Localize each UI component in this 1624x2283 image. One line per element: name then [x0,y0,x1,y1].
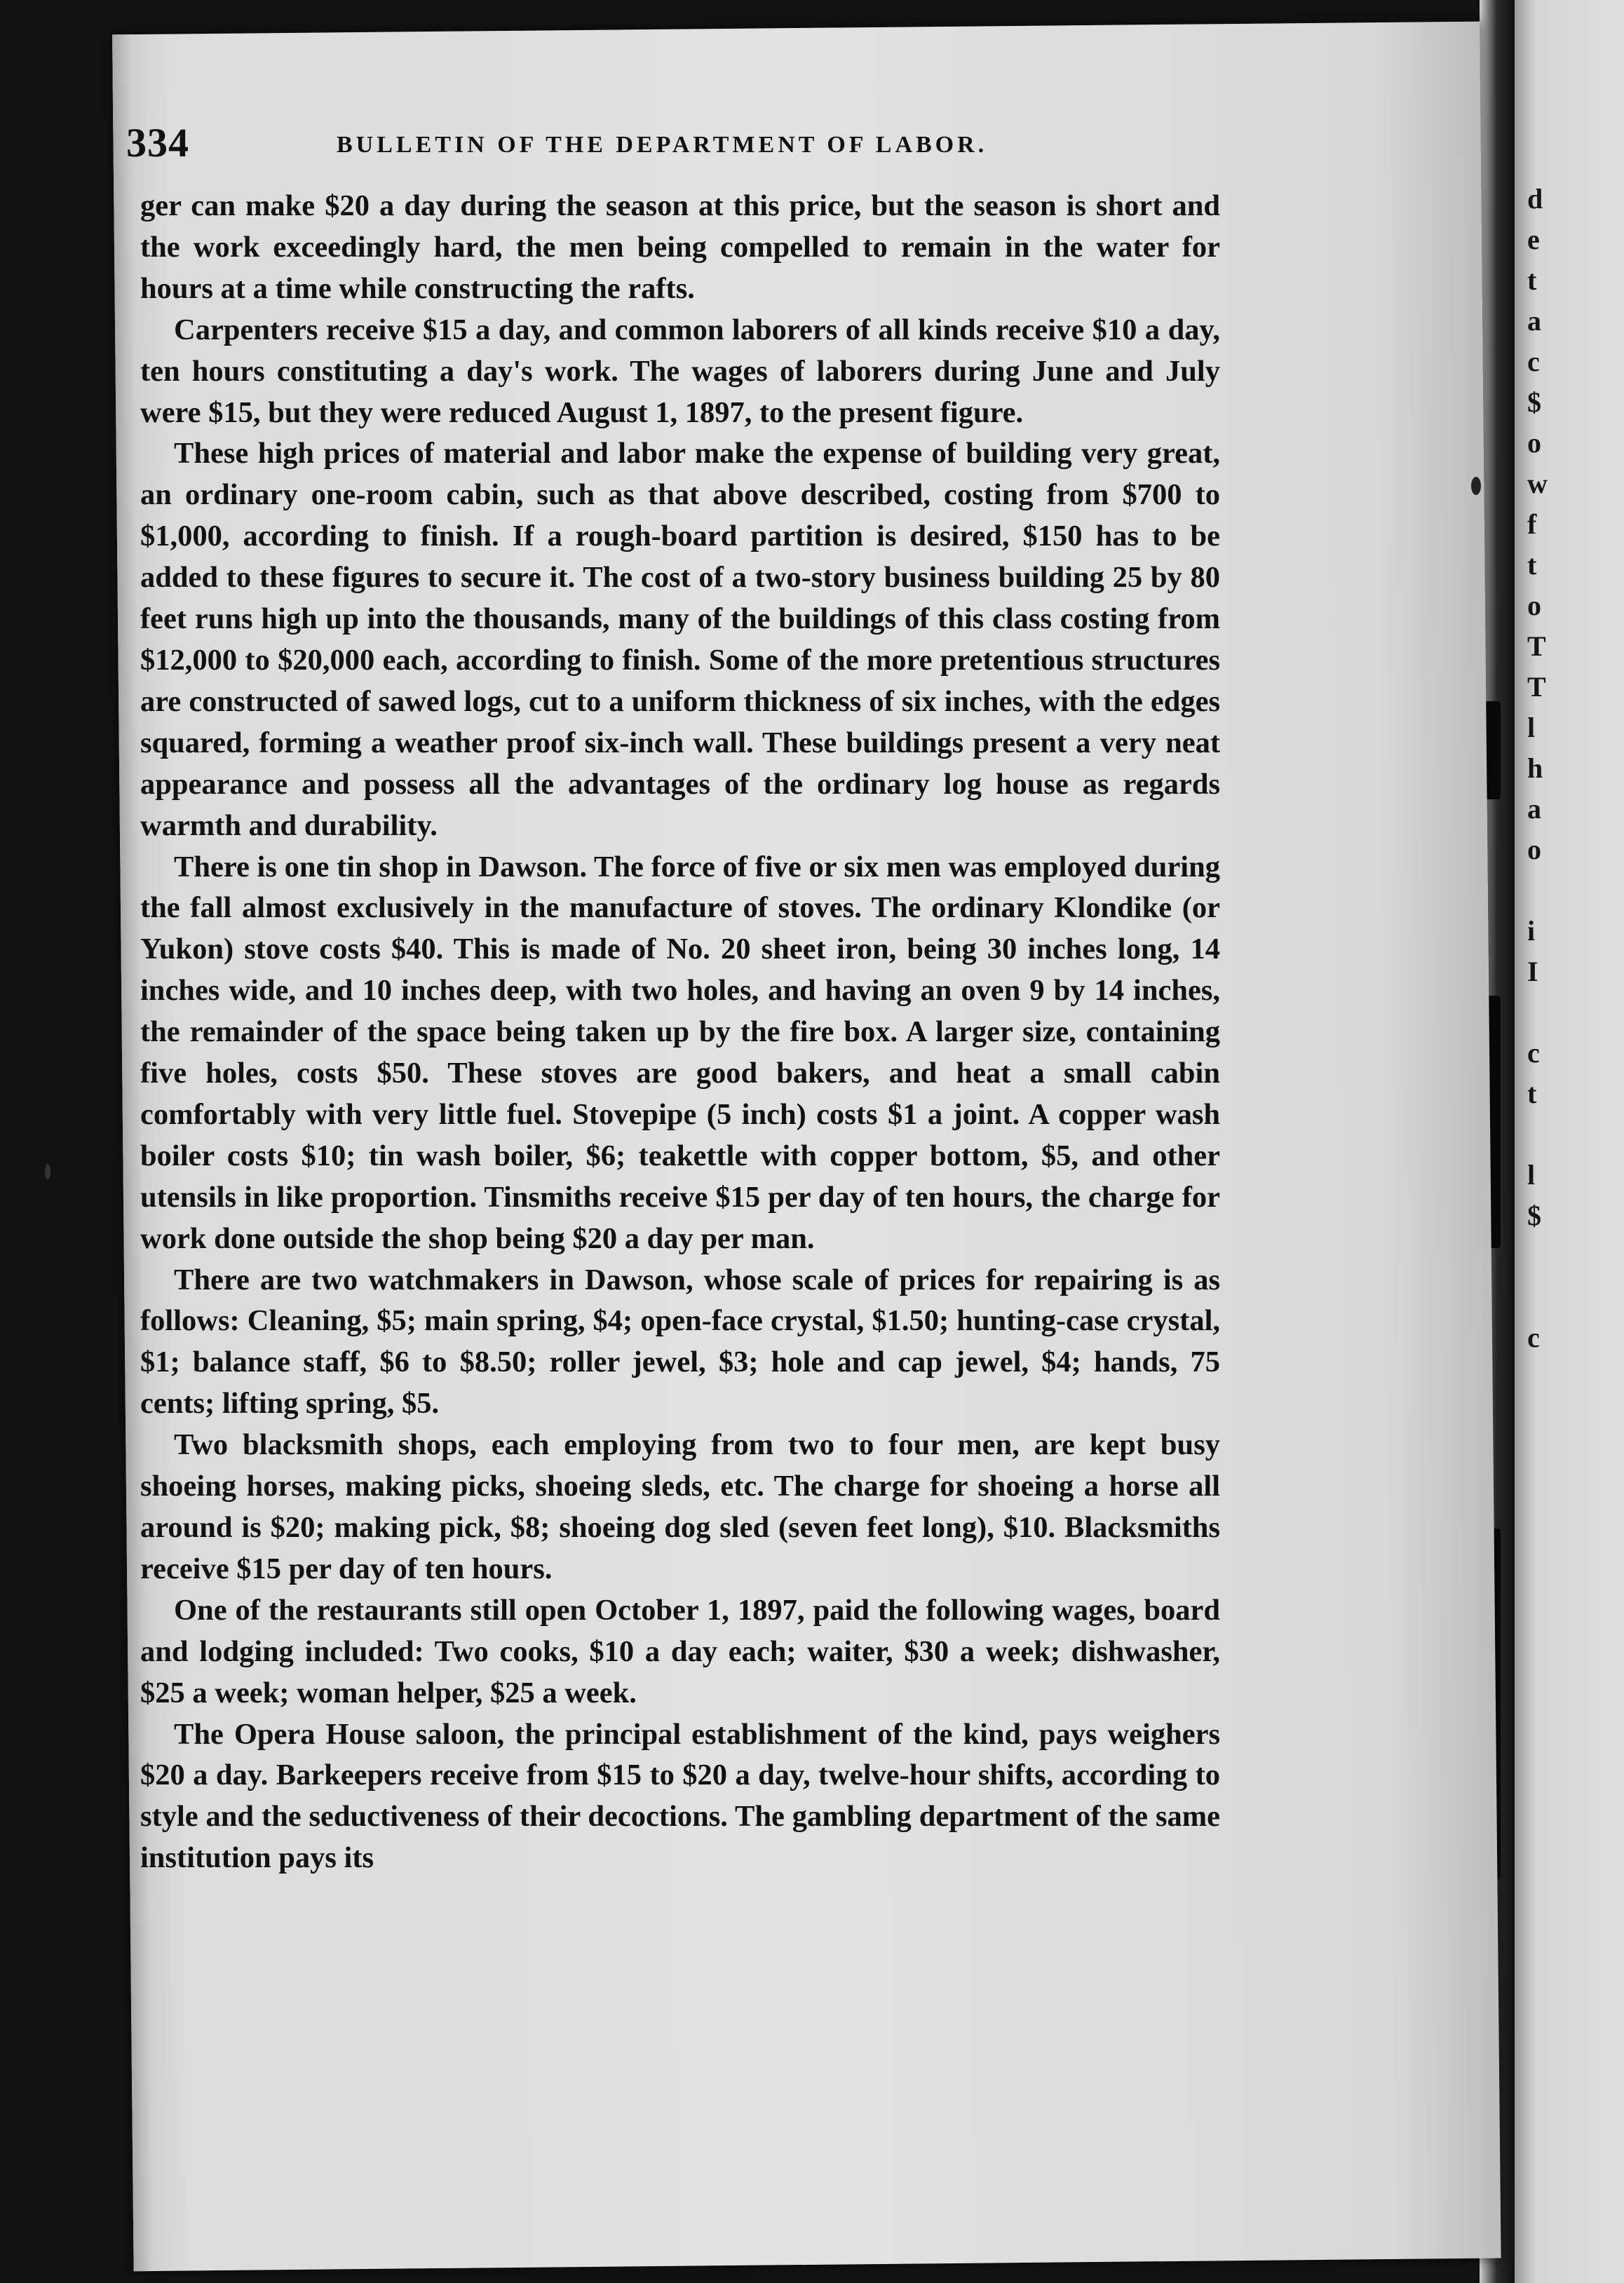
facing-page-fragment: c [1527,346,1540,377]
facing-page-fragment: l [1527,1159,1536,1191]
facing-page-fragment: I [1527,956,1538,987]
page-header [126,119,1248,175]
facing-page-fragment [1527,1643,1618,1684]
facing-page-fragment: $ [1527,386,1541,418]
facing-page-fragment: o [1527,590,1541,621]
paragraph: These high prices of material and labor make the expense of building very great, an ordinary one-room cabin, such as that above described, costing from $700 to $1,000, according to finish. If a rough-board partition is desired, $150 has to be added to these figures to secure it. The cost of a two-story business building 25 by 80 feet runs high up into the thousands, many of the buildings of this class costing from $12,000 to $20,000 each, according to finish. Some of the more pretentious structures are constructed of sawed logs, cut to a uniform thickness of six inches, with the edges squared, forming a weather proof six-inch wall. These buildings present a very neat appearance and possess all the advantages of the ordinary log house as regards warmth and durability. [140,437,1220,842]
facing-page-fragment: a [1527,305,1541,337]
facing-page-fragment: t [1527,264,1537,296]
paragraph: ger can make $20 a day during the season at this price, but the season is short and the work exceedingly hard, the men being compelled to remain in the water for hours at a time while constructing the rafts. [140,189,1220,305]
gutter-notch [1485,701,1501,799]
ink-speck [45,1164,50,1179]
facing-page-fragment: o [1527,427,1541,459]
facing-page-fragment [1527,1114,1618,1155]
facing-page-fragment: d [1527,183,1543,215]
facing-page-fragment [1527,1439,1618,1480]
facing-page-fragment [1527,1277,1618,1317]
paragraph: There is one tin shop in Dawson. The force of five or six men was employed during the fall almost exclusively in the manufacture of stoves. The ordinary Klondike (or Yukon) stove costs $40. This is made of No. 20 sheet iron, being 30 inches long, 14 inches wide, and 10 inches deep, with two holes, and having an oven 9 by 14 inches, the remainder of the space being taken up by the fire box. A larger size, containing five holes, costs $50. These stoves are good bakers, and heat a small cabin comfortably with very little fuel. Stovepipe (5 inch) costs $1 a joint. A copper wash boiler costs $10; tin wash boiler, $6; teakettle with copper bottom, $5, and other utensils in like proportion. Tinsmiths receive $15 per day of ten hours, the charge for work done outside the shop being $20 a day per man. [140,850,1220,1255]
facing-page-fragment: w [1527,468,1548,499]
facing-page-fragment [1527,1236,1618,1277]
facing-page-fragment: t [1527,1078,1537,1109]
paragraph: There are two watchmakers in Dawson, whose scale of prices for repairing is as follows: Cleaning, $5; main spring, $4; open-face crystal, $1.50; hunting-case crystal, $1; balance staff, $6 to $8.50; roller jewel, $3; hole and cap jewel, $4; hands, 75 cents; lifting spring, $5. [140,1263,1220,1421]
facing-page-fragment: f [1527,508,1537,540]
ink-speck [1471,477,1481,495]
page-number: 334 [126,120,189,165]
facing-page-fragment [1527,992,1618,1033]
body-text [140,186,1220,1879]
facing-page-fragment [1527,1399,1618,1439]
facing-page-fragment [1527,1724,1618,1765]
facing-page-fragment [1527,1561,1618,1602]
facing-page-fragment: i [1527,915,1536,947]
facing-page-fragment [1527,1765,1618,1806]
facing-page-fragment [1527,1521,1618,1561]
facing-page-fragment: l [1527,712,1536,743]
paragraph: Carpenters receive $15 a day, and common laborers of all kinds receive $10 a day, ten hours constituting a day's work. The wages of laborers during June and July were $15, but they were reduced August 1, 1897, to the present figure. [140,313,1220,429]
facing-page-fragment: c [1527,1322,1540,1353]
facing-page-fragment: a [1527,793,1541,825]
facing-page-fragment [1527,1684,1618,1724]
facing-page-fragment: h [1527,752,1543,784]
facing-page-fragment: o [1527,834,1541,865]
facing-page-fragment [1527,870,1618,911]
facing-page-fragment: c [1527,1037,1540,1069]
facing-page-fragment: T [1527,630,1546,662]
facing-page-fragment [1527,1480,1618,1521]
facing-page-fragment [1527,1358,1618,1399]
facing-page-fragment [1527,1602,1618,1643]
facing-page-text [1527,179,1618,1806]
facing-page-fragment: e [1527,224,1540,255]
running-head: BULLETIN OF THE DEPARTMENT OF LABOR. [337,132,988,158]
paragraph: Two blacksmith shops, each employing from two to four men, are kept busy shoeing horses, making picks, shoeing sleds, etc. The charge for shoeing a horse all around is $20; making pick, $8; shoeing dog sled (seven feet long), $10. Blacksmiths receive $15 per day of ten hours. [140,1428,1220,1585]
paragraph: The Opera House saloon, the principal establishment of the kind, pays weighers $20 a day. Barkeepers receive from $15 to $20 a day, twelve-hour shifts, according to style and the seductiveness of their decoctions. The gambling department of the same institution pays its [140,1717,1220,1875]
facing-page-fragment: T [1527,671,1546,703]
facing-page-fragment: t [1527,549,1537,581]
paragraph: One of the restaurants still open October 1, 1897, paid the following wages, board and lodging included: Two cooks, $10 a day each; waiter, $30 a week; dishwasher, $25 a week; woman helper, $25 a week. [140,1593,1220,1709]
facing-page-fragment: $ [1527,1200,1541,1231]
